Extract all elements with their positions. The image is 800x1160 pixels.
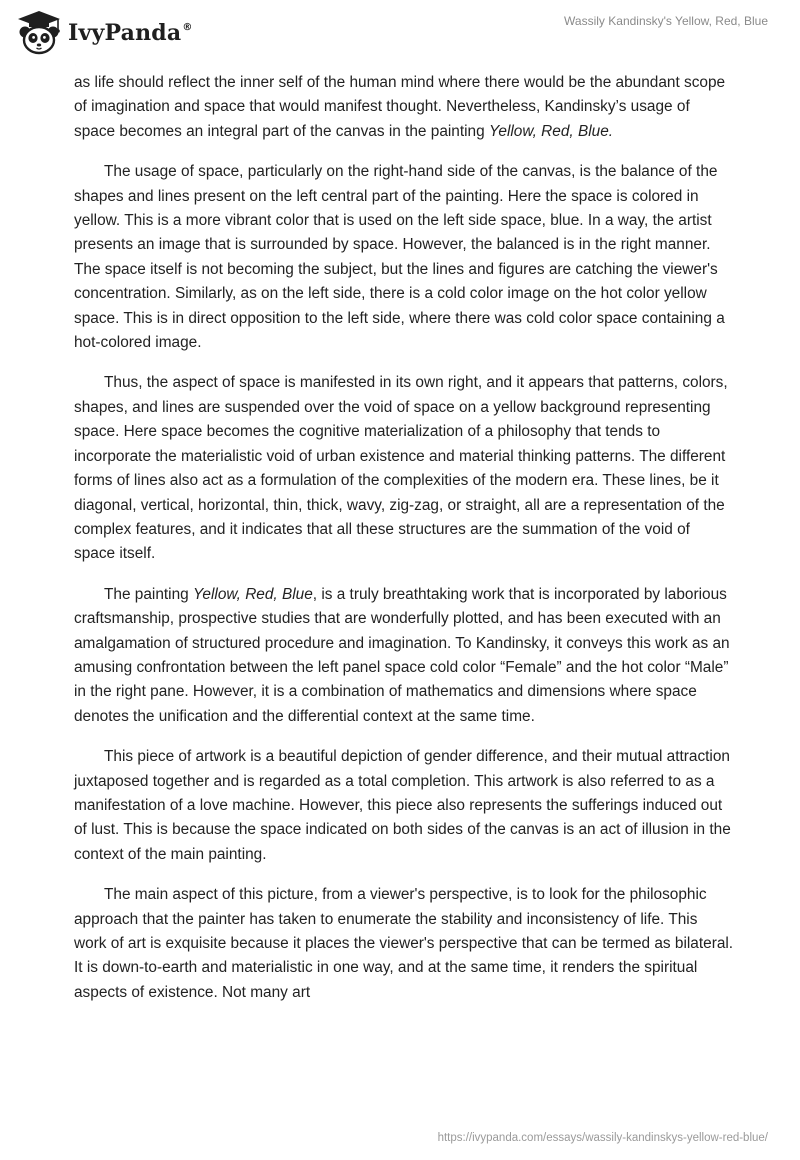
- paragraph-6: The main aspect of this picture, from a viewer's perspective, is to look for the philosophic approach that the painter has taken to enumerate the stability and inconsistency of life. This work of art is exquisite because it places the viewer's perspective that can be termed as bilateral. It is down-to-earth and materialistic in one way, and at the same time, it renders the spiritual aspects of existence. Not many art: [74, 886, 734, 1001]
- ivypanda-logo[interactable]: [14, 8, 193, 56]
- paragraph-3: Thus, the aspect of space is manifested in its own right, and it appears that patterns, colors, shapes, and lines are suspended over the void of space on a yellow background representing space. Here space becomes the cognitive materialization of a philosophy that tends to incorporate the materialistic void of urban existence and material thinking patterns. The different forms of lines also act as a formulation of the complexities of the modern era. These lines, be it diagonal, vertical, horizontal, thin, thick, wavy, zig-zag, or straight, all are a representation of the complex features, and it indicates that all these structures are the summation of the void of space itself.: [74, 374, 728, 563]
- painting-title: Yellow, Red, Blue: [193, 585, 313, 603]
- brand-name: IvyPanda®: [68, 20, 193, 46]
- registered-mark: ®: [182, 21, 193, 33]
- paragraph-2: The usage of space, particularly on the right-hand side of the canvas, is the balance of the shapes and lines present on the left central part of the painting. Here the space is colored in yellow. This is a more vibrant color that is used on the left side space, blue. In a way, the artist presents an image that is surrounded by space. However, the balanced is in the right manner. The space itself is not becoming the subject, but the lines and figures are catching the viewer's concentration. Similarly, as on the left side, there is a cold color image on the hot color yellow space. This is in direct opposition to the left side, where there was cold color space containing a hot-colored image.: [74, 163, 725, 352]
- paragraph-1: as life should reflect the inner self of the human mind where there would be the abundant scope of imagination and space that would manifest thought. Nevertheless, Kandinsky’s usage of space becomes an integral part of the canvas in the painting Yellow, Red, Blue.: [74, 74, 726, 140]
- panda-graduate-icon: [14, 8, 64, 56]
- paragraph-5: This piece of artwork is a beautiful depiction of gender difference, and their mutual attraction juxtaposed together and is regarded as a total completion. This artwork is also referred to as a manifestation of a love machine. However, this piece also represents the sufferings induced out of lust. This is because the space indicated on both sides of the canvas is an act of illusion in the context of the main painting.: [74, 748, 731, 863]
- document-title: Wassily Kandinsky's Yellow, Red, Blue: [564, 14, 768, 28]
- essay-body: [74, 71, 734, 1021]
- source-url[interactable]: https://ivypanda.com/essays/wassily-kandinskys-yellow-red-blue/: [437, 1132, 768, 1144]
- page-header: [0, 0, 800, 60]
- paragraph-4: The painting Yellow, Red, Blue, is a truly breathtaking work that is incorporated by laborious craftsmanship, prospective studies that are wonderfully plotted, and has been executed with an amalgamation of structured procedure and imagination. To Kandinsky, it conveys this work as an amusing confrontation between the left panel space cold color “Female” and the hot color “Male” in the right pane. However, it is a combination of mathematics and dimensions where space denotes the unification and the differential context at the same time.: [74, 585, 730, 725]
- painting-title: Yellow, Red, Blue.: [488, 122, 614, 140]
